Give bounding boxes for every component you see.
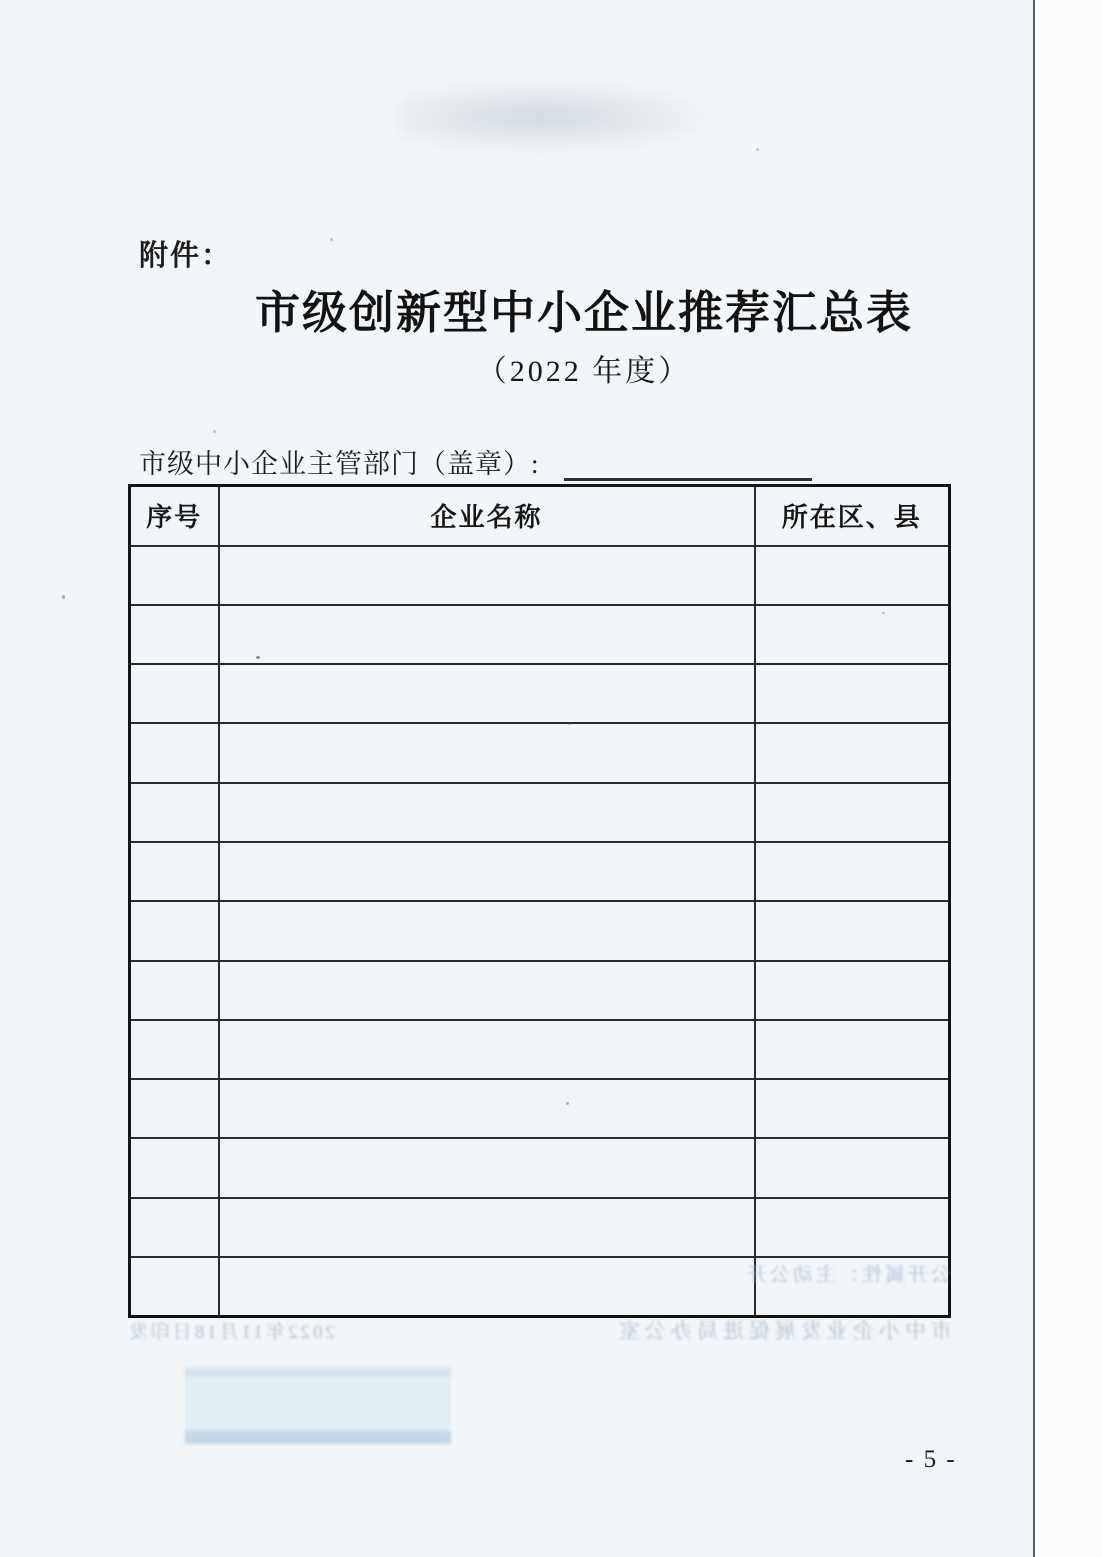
table-cell (130, 1138, 219, 1197)
table-cell (755, 961, 950, 1020)
column-header-serial-number: 序号 (130, 486, 219, 546)
table-cell (755, 1079, 950, 1138)
column-header-enterprise-name: 企业名称 (219, 486, 755, 546)
table-cell (755, 605, 950, 664)
table-cell (130, 605, 219, 664)
table-row (130, 1020, 950, 1079)
scan-speck (256, 656, 260, 659)
table-cell (219, 546, 755, 605)
page-number: - 5 - (905, 1446, 957, 1473)
table-row (130, 1138, 950, 1197)
table-cell (130, 901, 219, 960)
table-row (130, 723, 950, 782)
table-cell (130, 842, 219, 901)
table-cell (130, 1020, 219, 1079)
table-row (130, 901, 950, 960)
scan-speck (330, 238, 333, 241)
table-row (130, 961, 950, 1020)
table-cell (219, 1257, 755, 1316)
column-header-district-county: 所在区、县 (755, 486, 950, 546)
table-header-row (130, 486, 950, 546)
scan-speck (756, 148, 759, 151)
table-cell (130, 783, 219, 842)
table-cell (130, 1257, 219, 1316)
bleedthrough-block-top-edge (185, 1368, 451, 1377)
scan-margin-strip (1034, 0, 1102, 1557)
bleedthrough-text-publicity: 公开属性：主动公开 (744, 1264, 951, 1286)
table-cell (755, 1138, 950, 1197)
summary-table-body (130, 546, 950, 1317)
table-cell (219, 1020, 755, 1079)
table-cell (130, 961, 219, 1020)
table-row (130, 783, 950, 842)
table-cell (130, 546, 219, 605)
table-cell (755, 1020, 950, 1079)
table-cell (219, 664, 755, 723)
table-cell (219, 783, 755, 842)
table-row (130, 842, 950, 901)
table-cell (219, 1198, 755, 1257)
table-cell (755, 783, 950, 842)
bleedthrough-block (185, 1368, 451, 1444)
page-subtitle: （2022 年度） (476, 355, 692, 388)
table-cell (755, 1198, 950, 1257)
table-cell (755, 723, 950, 782)
scan-speck (213, 430, 216, 433)
table-row (130, 546, 950, 605)
table-cell (219, 1079, 755, 1138)
scan-speck (62, 595, 65, 599)
stamp-blank-underline (564, 451, 812, 481)
table-cell (219, 605, 755, 664)
table-row (130, 1198, 950, 1257)
scan-speck (882, 612, 885, 614)
table-cell (130, 723, 219, 782)
table-cell (755, 546, 950, 605)
scan-speck (566, 1102, 569, 1105)
table-row (130, 1079, 950, 1138)
table-cell (130, 664, 219, 723)
stamp-line-label: 市级中小企业主管部门（盖章）: (139, 449, 540, 479)
table-cell (219, 723, 755, 782)
bleedthrough-block-bottom-edge (185, 1431, 451, 1444)
bleedthrough-text-print-date: 2022年11月18日印发 (125, 1322, 335, 1343)
table-row (130, 664, 950, 723)
table-cell (219, 842, 755, 901)
table-cell (130, 1198, 219, 1257)
page-title: 市级创新型中小企业推荐汇总表 (254, 288, 913, 338)
recommendation-summary-table (128, 484, 951, 1318)
table-cell (130, 1079, 219, 1138)
table-cell (755, 664, 950, 723)
table-cell (755, 842, 950, 901)
bleedthrough-text-office: 市中小企业发展促进局办公室 (614, 1319, 952, 1343)
scan-fold-line (1033, 0, 1035, 1557)
scan-speck (568, 722, 571, 725)
stamp-line (139, 442, 812, 481)
attachment-label: 附件： (139, 240, 233, 272)
bleedthrough-smudge-top (400, 82, 710, 152)
table-cell (219, 1138, 755, 1197)
table-cell (219, 901, 755, 960)
table-row (130, 605, 950, 664)
table-cell (219, 961, 755, 1020)
table-cell (755, 901, 950, 960)
